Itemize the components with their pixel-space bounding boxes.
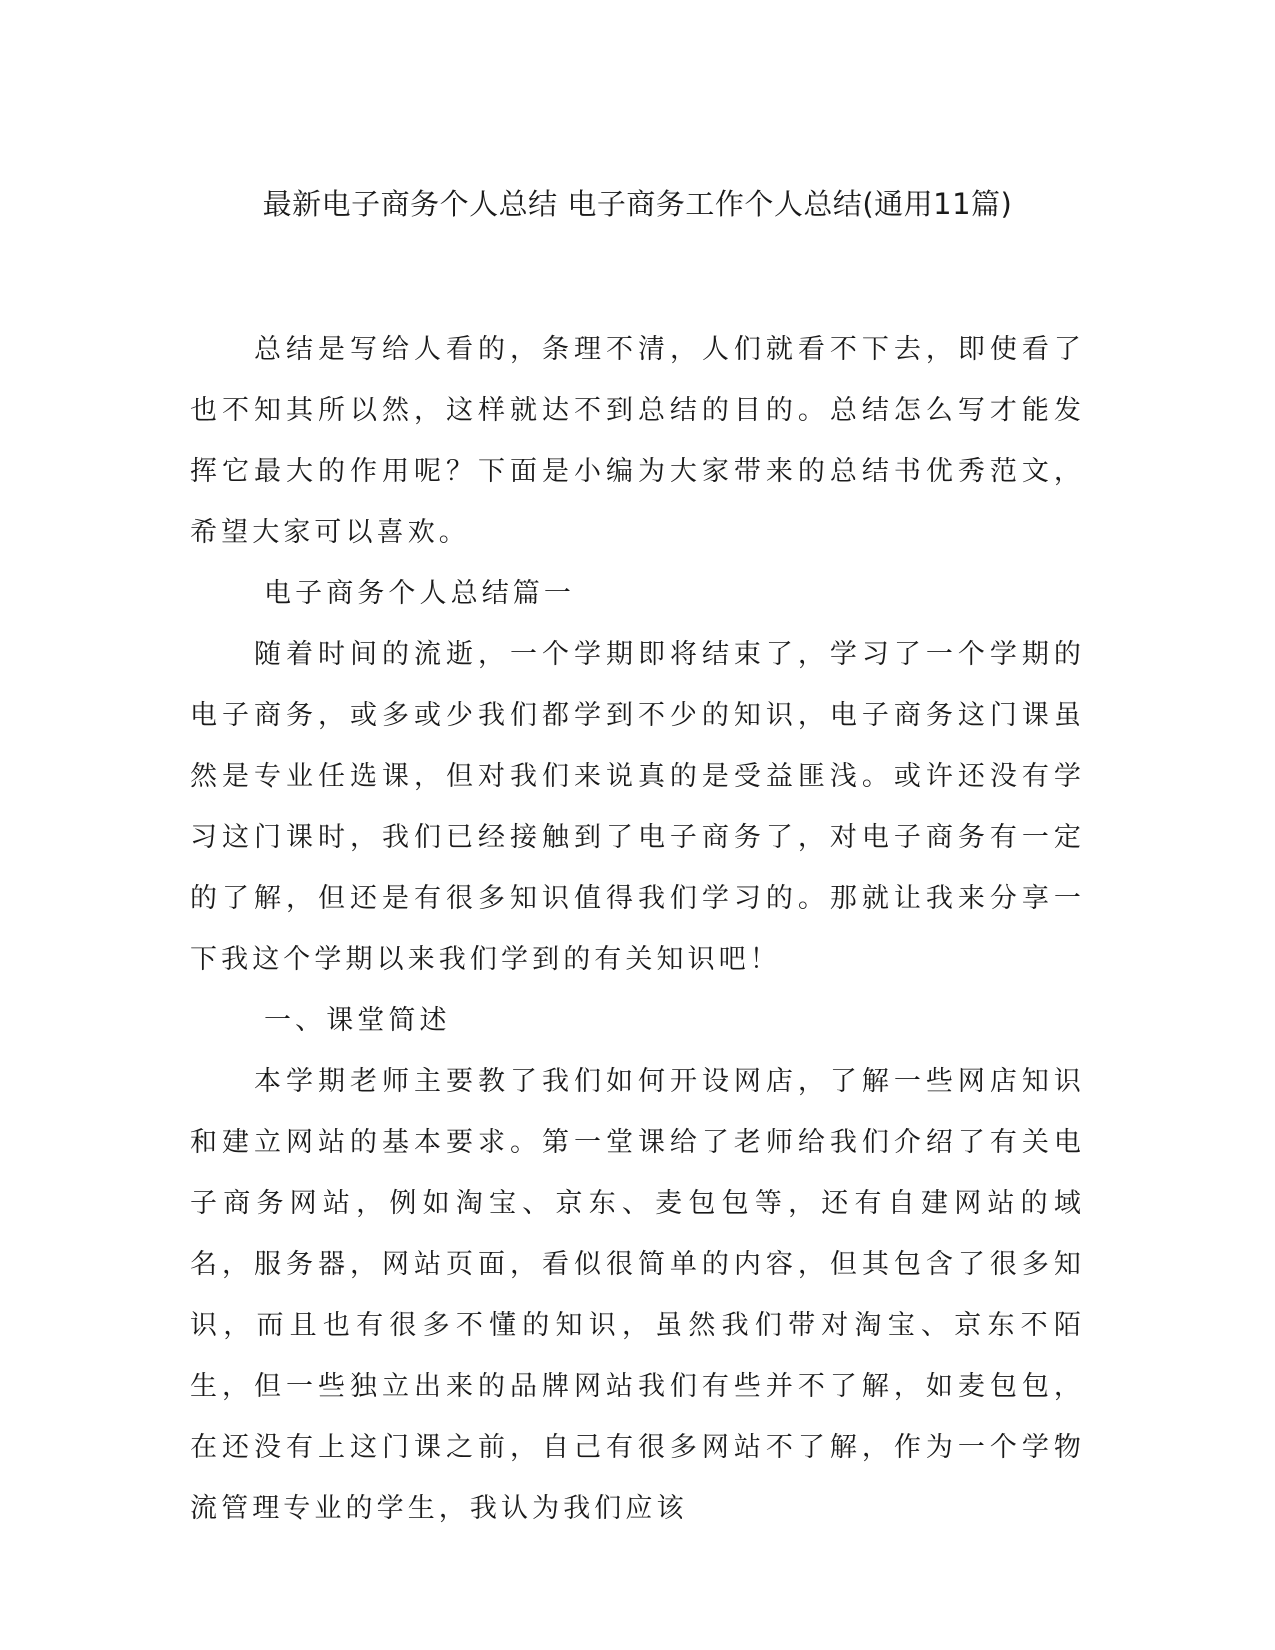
body-paragraph: 随着时间的流逝，一个学期即将结束了，学习了一个学期的电子商务，或多或少我们都学到不少的知识，电子商务这门课虽然是专业任选课，但对我们来说真的是受益匪浅。或许还没有学习这门课时，我们已经接触到了电子商务了，对电子商务有一定的了解，但还是有很多知识值得我们学习的。那就让我来分享一下我这个学期以来我们学到的有关知识吧！ (190, 639, 1085, 975)
document-body (190, 319, 1085, 1539)
body-paragraph: 本学期老师主要教了我们如何开设网店，了解一些网店知识和建立网站的基本要求。第一堂课给了老师给我们介绍了有关电子商务网站，例如淘宝、京东、麦包包等，还有自建网站的域名，服务器，网站页面，看似很简单的内容，但其包含了很多知识，而且也有很多不懂的知识，虽然我们带对淘宝、京东不陌生，但一些独立出来的品牌网站我们有些并不了解，如麦包包，在还没有上这门课之前，自己有很多网站不了解，作为一个学物流管理专业的学生，我认为我们应该 (190, 1066, 1085, 1524)
section-heading-part-one: 电子商务个人总结篇一 (264, 578, 575, 609)
section-heading-class-overview: 一、课堂简述 (264, 1005, 451, 1036)
document-title: 最新电子商务个人总结 电子商务工作个人总结(通用11篇) (262, 187, 1013, 221)
intro-paragraph: 总结是写给人看的，条理不清，人们就看不下去，即使看了也不知其所以然，这样就达不到总结的目的。总结怎么写才能发挥它最大的作用呢？下面是小编为大家带来的总结书优秀范文，希望大家可以喜欢。 (190, 334, 1085, 548)
